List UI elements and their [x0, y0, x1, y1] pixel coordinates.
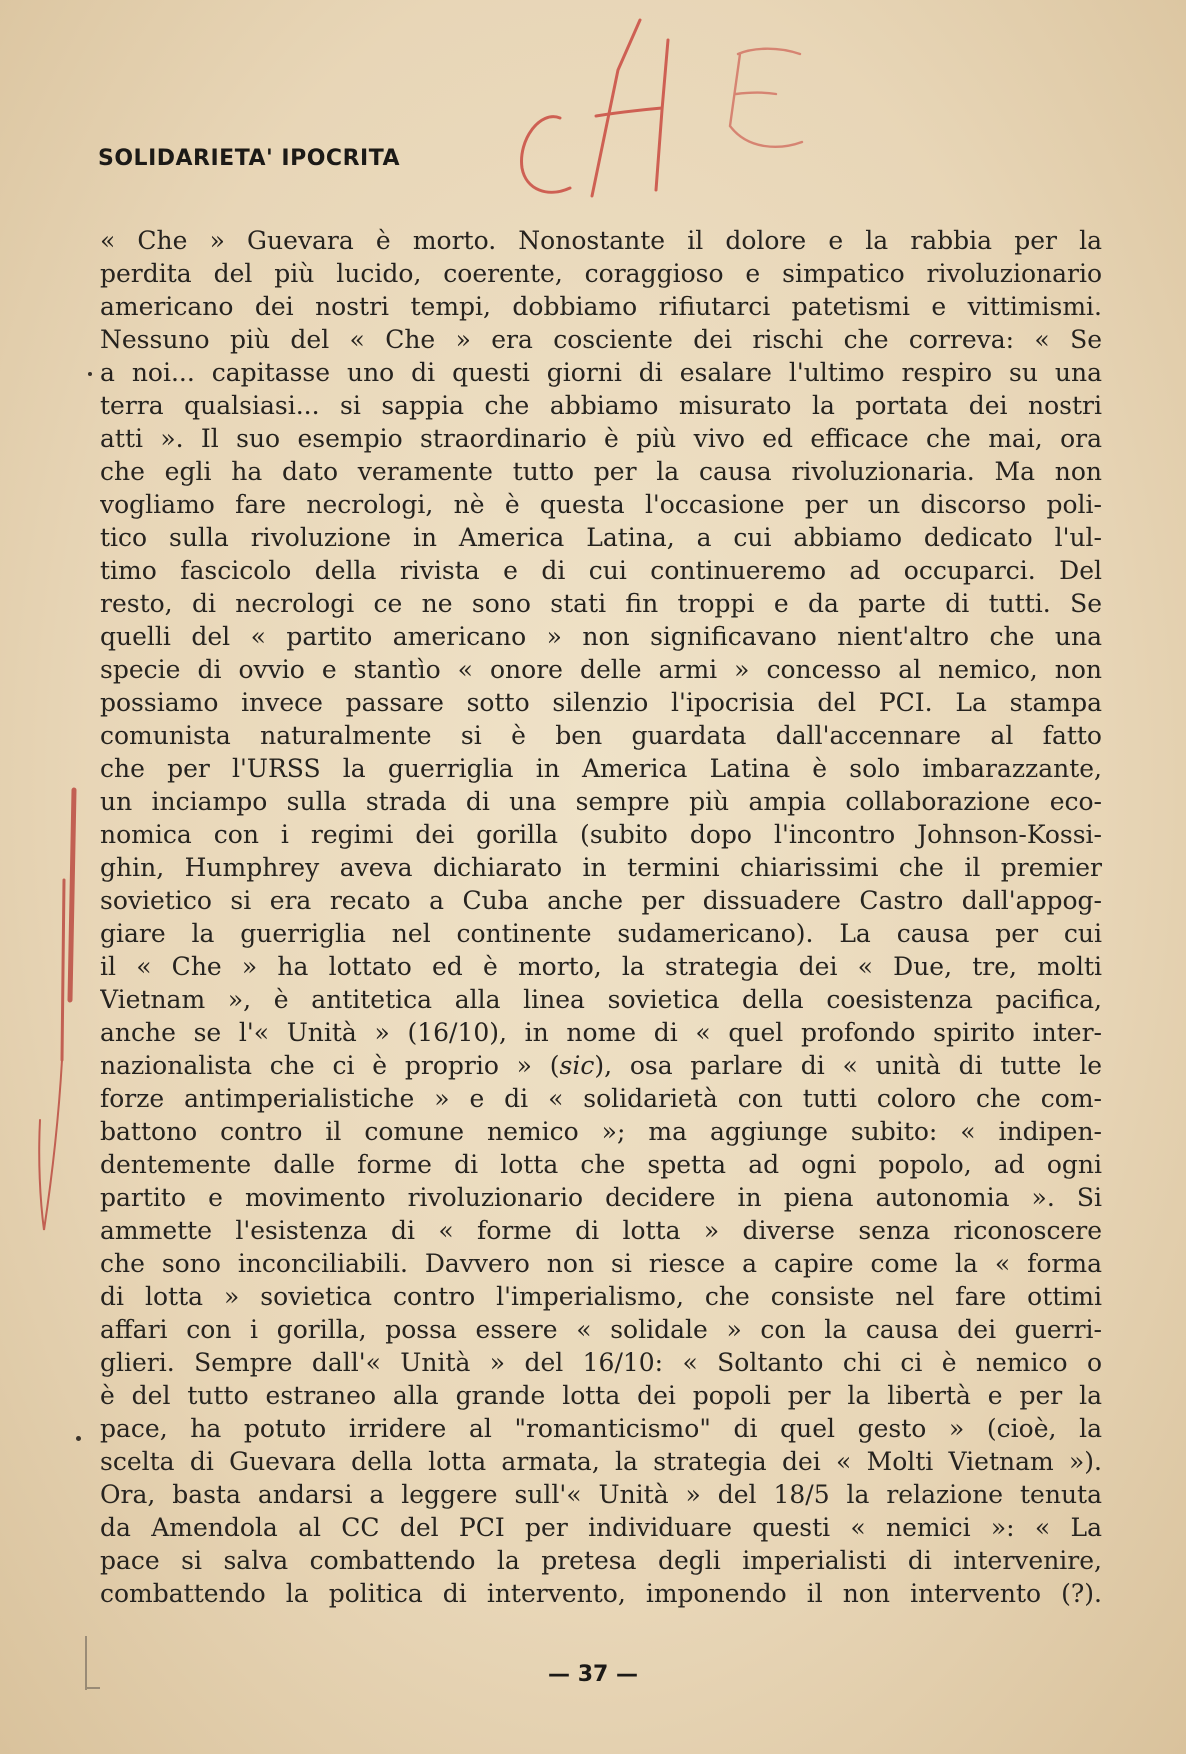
text-line: un inciampo sulla strada di una sempre più ampia collaborazione eco- — [100, 787, 1102, 816]
text-line: Nessuno più del « Che » era cosciente dei rischi che correva: « Se — [100, 325, 1102, 354]
page-number: — 37 — — [548, 1662, 638, 1687]
text-line: sovietico si era recato a Cuba anche per dissuadere Castro dall'appog- — [100, 886, 1102, 915]
annotation-letter-e — [730, 49, 802, 147]
text-line: forze antimperialistiche » e di « solidarietà con tutti coloro che com- — [100, 1084, 1102, 1113]
text-line: quelli del « partito americano » non significavano nient'altro che una — [100, 622, 1102, 651]
text-line: a noi... capitasse uno di questi giorni di esalare l'ultimo respiro su una — [100, 358, 1102, 387]
text-line: Ora, basta andarsi a leggere sull'« Unità » del 18/5 la relazione tenuta — [100, 1480, 1102, 1509]
text-line: partito e movimento rivoluzionario decidere in piena autonomia ». Si — [100, 1183, 1102, 1212]
text-line: « Che » Guevara è morto. Nonostante il dolore e la rabbia per la — [100, 226, 1102, 255]
annotation-letter-c — [522, 117, 570, 193]
ink-speck — [88, 372, 92, 376]
text-line: dentemente dalle forme di lotta che spetta ad ogni popolo, ad ogni — [100, 1150, 1102, 1179]
text-line: pace si salva combattendo la pretesa degli imperialisti di intervenire, — [100, 1546, 1102, 1575]
text-line: scelta di Guevara della lotta armata, la strategia dei « Molti Vietnam »). — [100, 1447, 1102, 1476]
annotation-letter-h-right — [656, 40, 668, 190]
text-line: vogliamo fare necrologi, nè è questa l'occasione per un discorso poli- — [100, 490, 1102, 519]
ink-speck — [76, 1436, 81, 1441]
text-line: terra qualsiasi... si sappia che abbiamo misurato la portata dei nostri — [100, 391, 1102, 420]
text-line: che egli ha dato veramente tutto per la causa rivoluzionaria. Ma non — [100, 457, 1102, 486]
text-line: tico sulla rivoluzione in America Latina, a cui abbiamo dedicato l'ul- — [100, 523, 1102, 552]
text-line: è del tutto estraneo alla grande lotta dei popoli per la libertà e per la — [100, 1381, 1102, 1410]
text-line: di lotta » sovietica contro l'imperialismo, che consiste nel fare ottimi — [100, 1282, 1102, 1311]
text-line: possiamo invece passare sotto silenzio l'ipocrisia del PCI. La stampa — [100, 688, 1102, 717]
text-line: glieri. Sempre dall'« Unità » del 16/10: « Soltanto chi ci è nemico o — [100, 1348, 1102, 1377]
annotation-letter-h-bar — [596, 108, 662, 116]
margin-hook — [39, 1060, 62, 1230]
text-line: giare la guerriglia nel continente sudamericano). La causa per cui — [100, 919, 1102, 948]
annotation-letter-h-left — [592, 20, 640, 196]
text-line: da Amendola al CC del PCI per individuare questi « nemici »: « La — [100, 1513, 1102, 1542]
text-line: specie di ovvio e stantìo « onore delle armi » concesso al nemico, non — [100, 655, 1102, 684]
text-line: combattendo la politica di intervento, imponendo il non intervento (?). — [100, 1579, 1102, 1608]
text-line: americano dei nostri tempi, dobbiamo rifiutarci patetismi e vittimismi. — [100, 292, 1102, 321]
text-line: battono contro il comune nemico »; ma aggiunge subito: « indipen- — [100, 1117, 1102, 1146]
text-line: affari con i gorilla, possa essere « solidale » con la causa dei guerri- — [100, 1315, 1102, 1344]
text-line: anche se l'« Unità » (16/10), in nome di « quel profondo spirito inter- — [100, 1018, 1102, 1047]
text-line: Vietnam », è antitetica alla linea sovietica della coesistenza pacifica, — [100, 985, 1102, 1014]
text-line: che sono inconciliabili. Davvero non si riesce a capire come la « forma — [100, 1249, 1102, 1278]
text-line: nomica con i regimi dei gorilla (subito dopo l'incontro Johnson-Kossi- — [100, 820, 1102, 849]
section-heading: SOLIDARIETA' IPOCRITA — [98, 146, 401, 171]
text-line: che per l'URSS la guerriglia in America Latina è solo imbarazzante, — [100, 754, 1102, 783]
text-line: pace, ha potuto irridere al "romanticismo" di quel gesto » (cioè, la — [100, 1414, 1102, 1443]
text-line: nazionalista che ci è proprio » (sic), osa parlare di « unità di tutte le — [100, 1051, 1102, 1080]
article-body — [100, 224, 1102, 1610]
text-line: comunista naturalmente si è ben guardata dall'accennare al fatto — [100, 721, 1102, 750]
margin-bar-2 — [62, 880, 64, 1060]
text-line: perdita del più lucido, coerente, coraggioso e simpatico rivoluzionario — [100, 259, 1102, 288]
text-line: il « Che » ha lottato ed è morto, la strategia dei « Due, tre, molti — [100, 952, 1102, 981]
text-line: resto, di necrologi ce ne sono stati fin troppi e da parte di tutti. Se — [100, 589, 1102, 618]
margin-bar-1 — [70, 790, 74, 1000]
text-line: atti ». Il suo esempio straordinario è più vivo ed efficace che mai, ora — [100, 424, 1102, 453]
text-line: ammette l'esistenza di « forme di lotta » diverse senza riconoscere — [100, 1216, 1102, 1245]
text-line: timo fascicolo della rivista e di cui continueremo ad occuparci. Del — [100, 556, 1102, 585]
text-line: ghin, Humphrey aveva dichiarato in termini chiarissimi che il premier — [100, 853, 1102, 882]
